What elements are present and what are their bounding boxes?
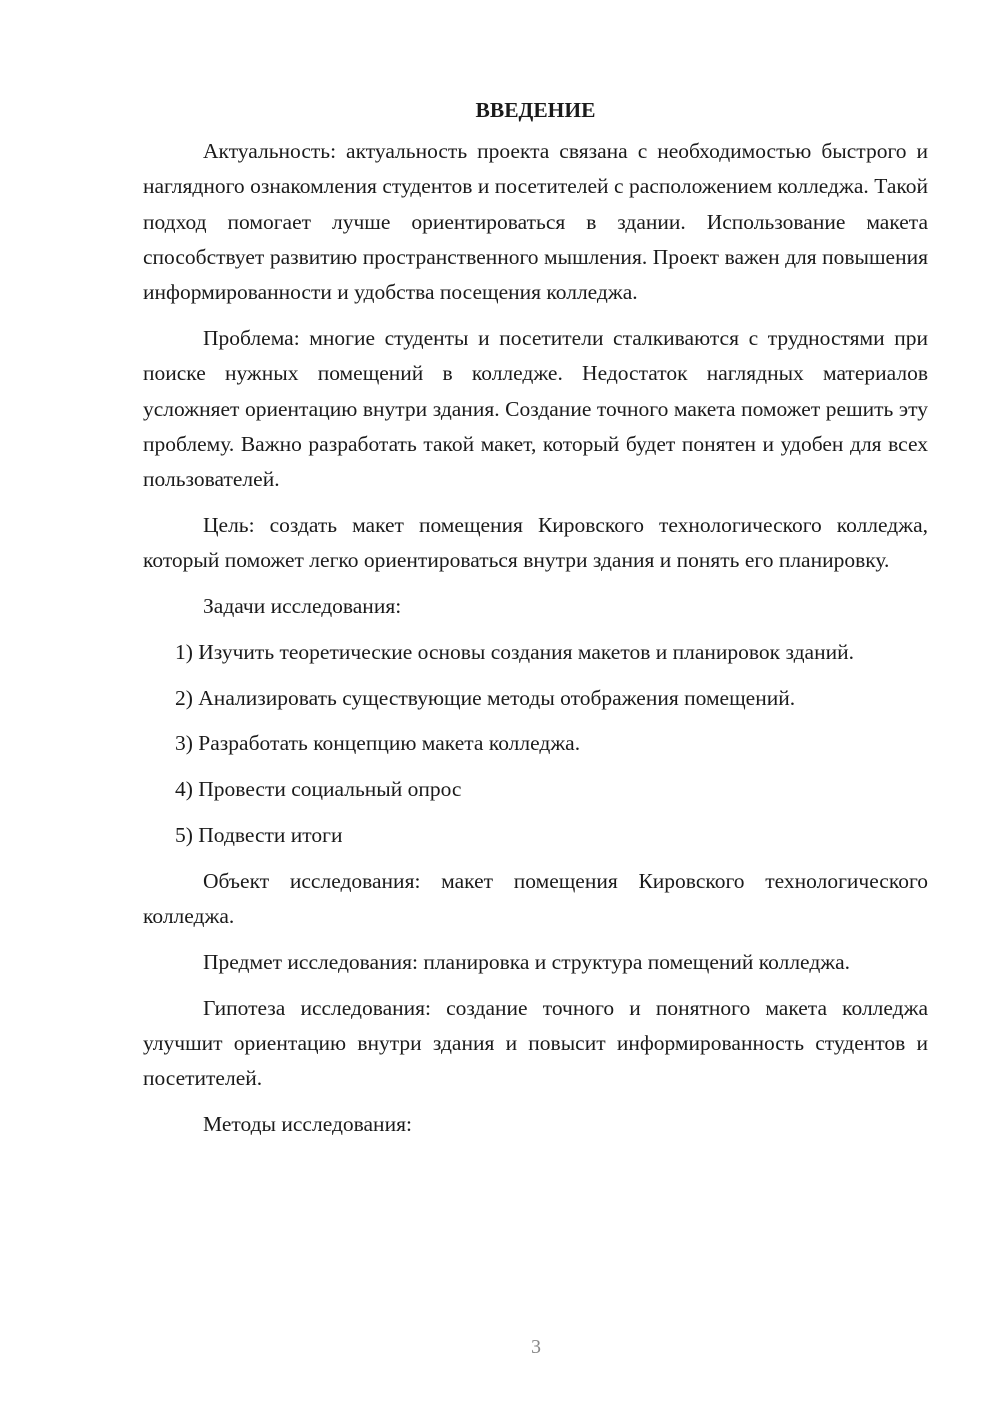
section-heading: ВВЕДЕНИЕ bbox=[475, 98, 596, 122]
tasks-list bbox=[143, 635, 928, 853]
task-item: 5) Подвести итоги bbox=[175, 823, 343, 848]
tasks-heading: Задачи исследования: bbox=[203, 594, 402, 619]
task-item: 1) Изучить теоретические основы создания макетов и планировок зданий. bbox=[175, 639, 854, 664]
subject-paragraph: Предмет исследования: планировка и структура помещений колледжа. bbox=[203, 949, 851, 974]
goal-paragraph: Цель: создать макет помещения Кировского технологического колледжа, который поможет легко ориентироваться внутри здания и понять его планировку. bbox=[143, 512, 928, 573]
problem-paragraph: Проблема: многие студенты и посетители сталкиваются с трудностями при поиске нужных помещений в колледже. Недостаток наглядных материалов усложняет ориентацию внутри здания. Создание точного макета поможет решить эту проблему. Важно разработать такой макет, который будет понятен и удобен для всех пользователей. bbox=[143, 325, 928, 492]
task-item: 4) Провести социальный опрос bbox=[175, 777, 462, 802]
object-paragraph: Объект исследования: макет помещения Кировского технологического колледжа. bbox=[143, 868, 928, 929]
task-item: 2) Анализировать существующие методы отображения помещений. bbox=[175, 685, 796, 710]
task-item: 3) Разработать концепцию макета колледжа. bbox=[175, 731, 581, 756]
hypothesis-paragraph: Гипотеза исследования: создание точного и понятного макета колледжа улучшит ориентацию внутри здания и повысит информированность студентов и посетителей. bbox=[143, 995, 928, 1091]
page-number: 3 bbox=[531, 1336, 541, 1358]
document-body bbox=[143, 92, 928, 1142]
methods-heading: Методы исследования: bbox=[203, 1112, 412, 1137]
relevance-paragraph: Актуальность: актуальность проекта связана с необходимостью быстрого и наглядного ознакомления студентов и посетителей с расположением колледжа. Такой подход помогает лучше ориентироваться в здании. Использование макета способствует развитию пространственного мышления. Проект важен для повышения информированности и удобства посещения колледжа. bbox=[143, 139, 928, 305]
